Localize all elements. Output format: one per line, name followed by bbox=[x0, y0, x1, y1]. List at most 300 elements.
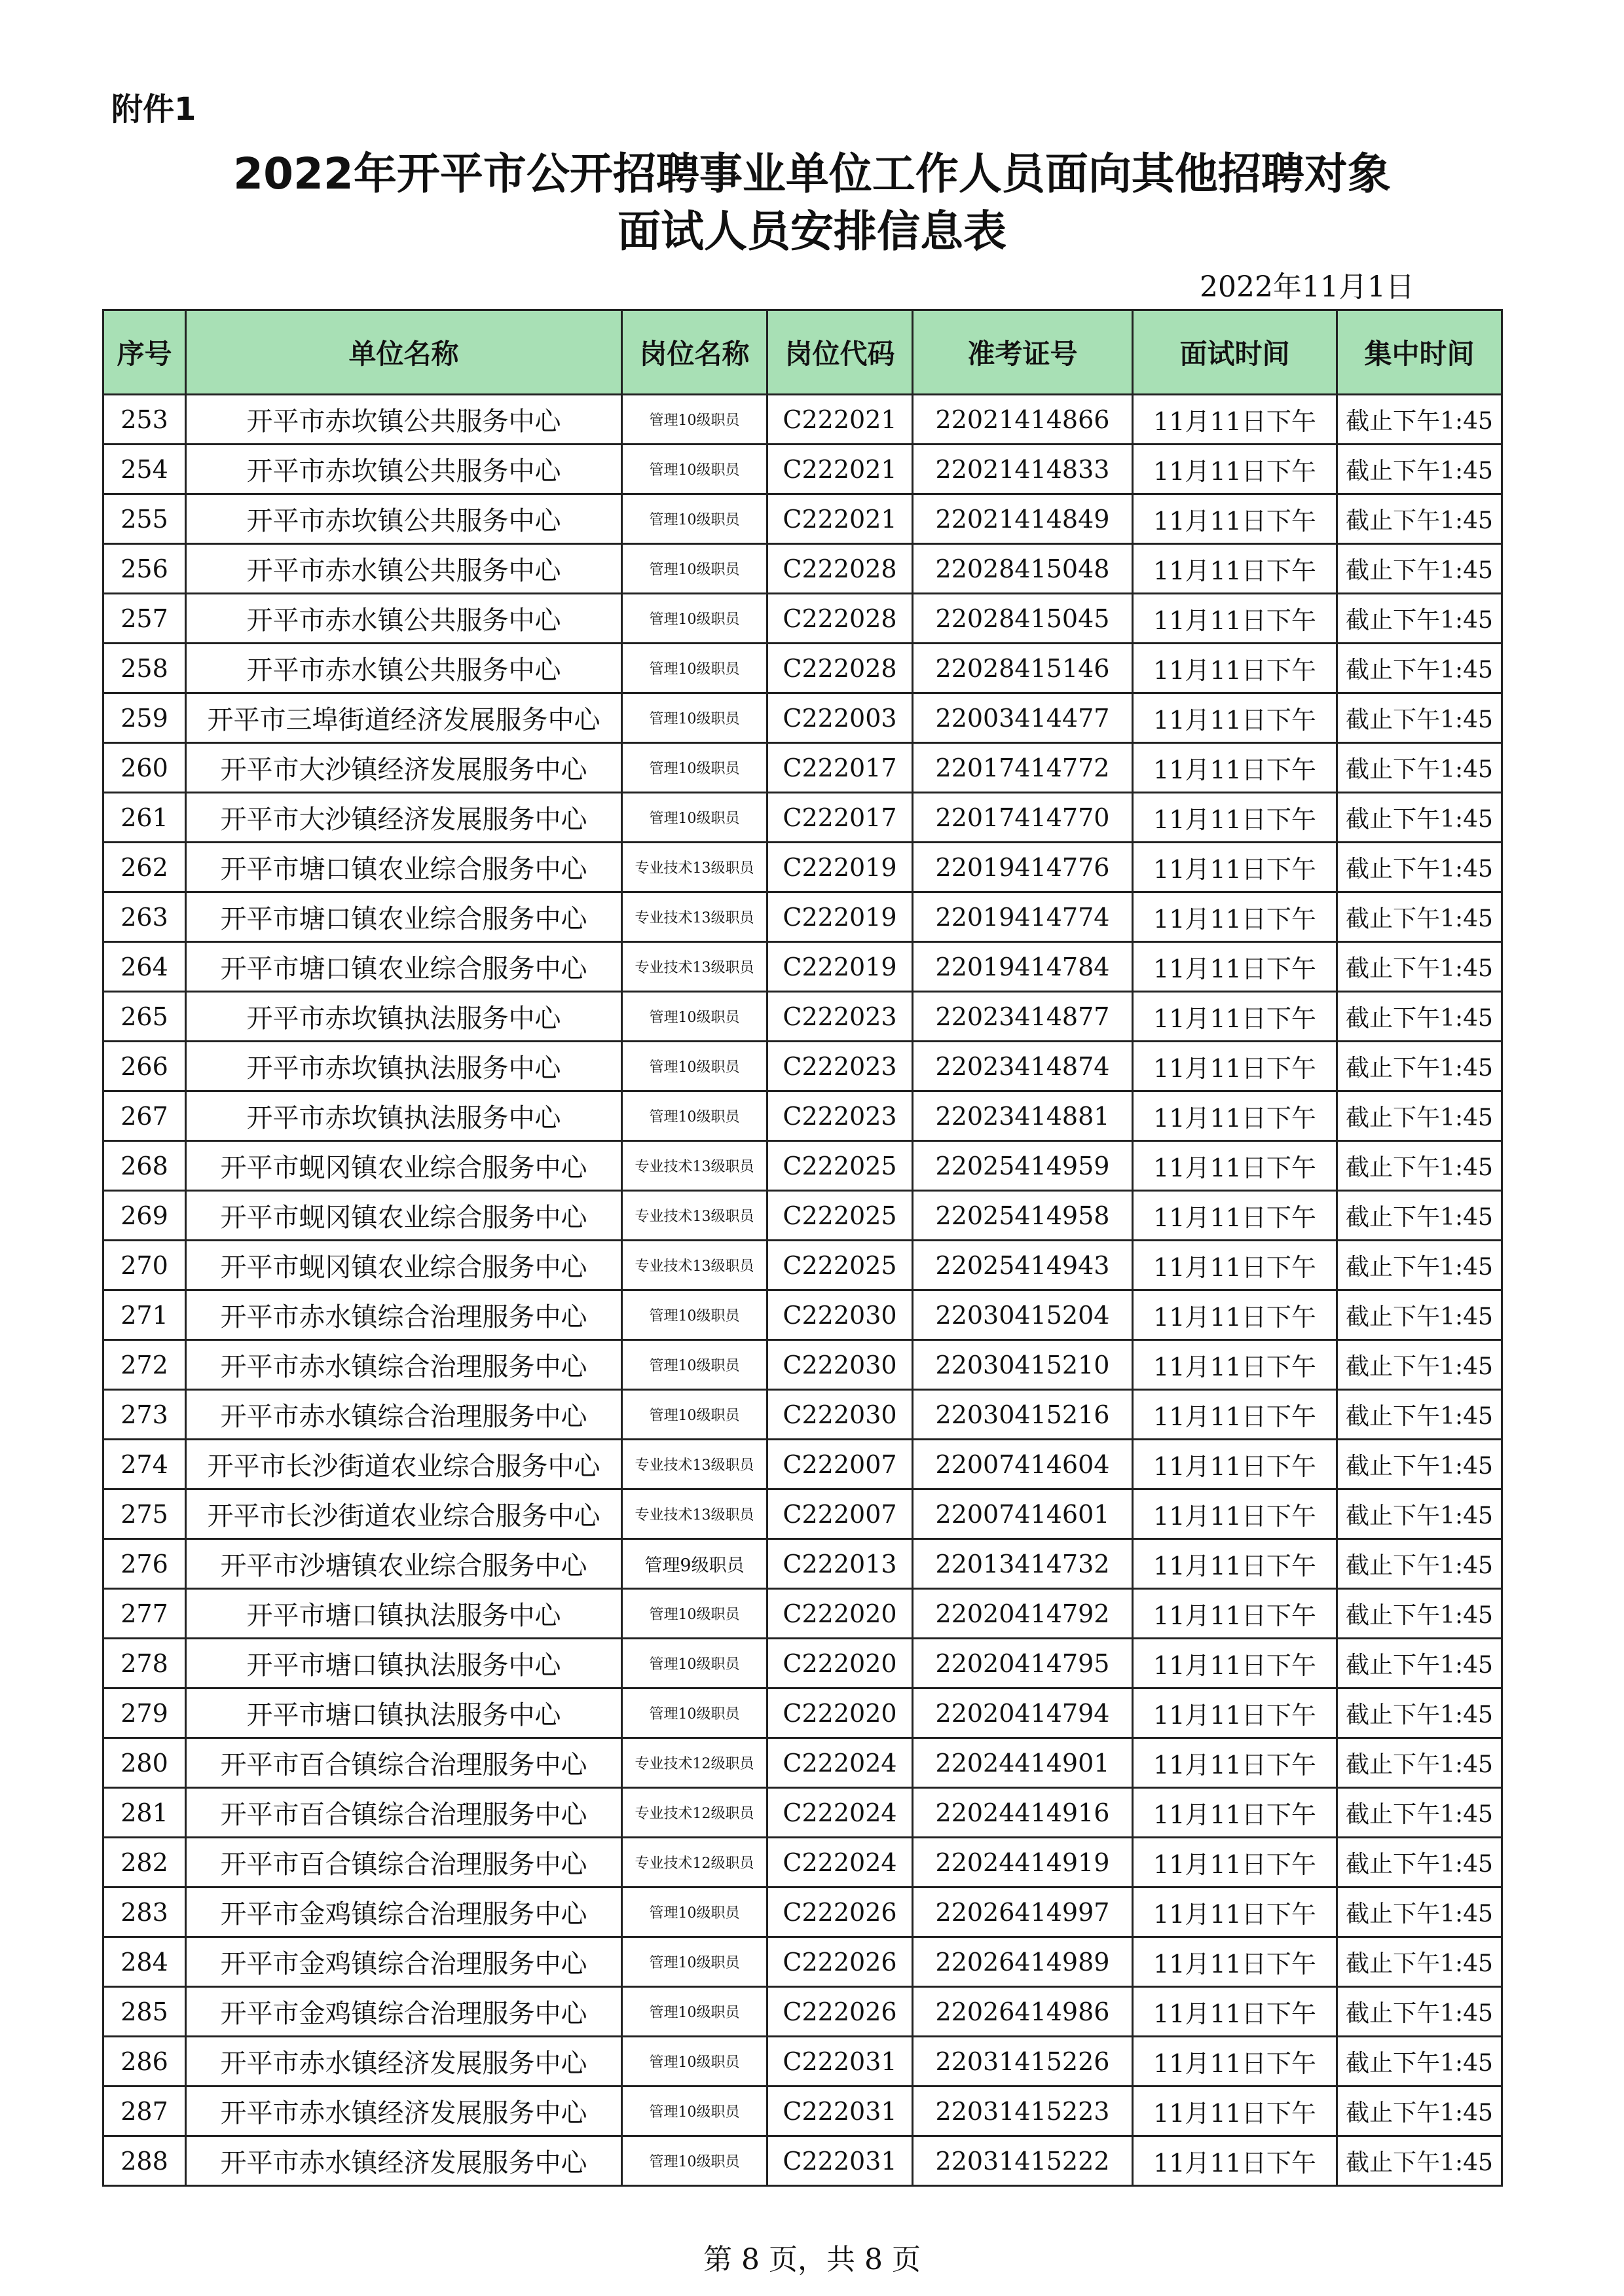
table-row bbox=[103, 1141, 1502, 1191]
cell-unit-name: 开平市百合镇综合治理服务中心 bbox=[186, 1838, 622, 1887]
cell-post-code: C222031 bbox=[767, 2086, 913, 2136]
table-row bbox=[103, 544, 1502, 594]
cell-post-code: C222025 bbox=[767, 1141, 913, 1191]
cell-gather-time: 截止下午1:45 bbox=[1337, 594, 1502, 644]
cell-post-name: 专业技术13级职员 bbox=[622, 1191, 767, 1241]
cell-post-code: C222030 bbox=[767, 1340, 913, 1390]
table-row bbox=[103, 594, 1502, 644]
cell-index: 270 bbox=[103, 1241, 186, 1290]
cell-interview-time: 11月11日下午 bbox=[1133, 1042, 1337, 1091]
cell-unit-name: 开平市赤水镇经济发展服务中心 bbox=[186, 2136, 622, 2186]
cell-ticket-number: 22020414795 bbox=[913, 1639, 1133, 1688]
cell-unit-name: 开平市蚬冈镇农业综合服务中心 bbox=[186, 1191, 622, 1241]
cell-gather-time: 截止下午1:45 bbox=[1337, 1589, 1502, 1639]
cell-index: 264 bbox=[103, 942, 186, 992]
cell-ticket-number: 22030415210 bbox=[913, 1340, 1133, 1390]
cell-unit-name: 开平市百合镇综合治理服务中心 bbox=[186, 1788, 622, 1838]
cell-gather-time: 截止下午1:45 bbox=[1337, 1738, 1502, 1788]
cell-index: 260 bbox=[103, 743, 186, 793]
cell-post-name: 专业技术13级职员 bbox=[622, 1489, 767, 1539]
cell-post-code: C222013 bbox=[767, 1539, 913, 1589]
cell-index: 268 bbox=[103, 1141, 186, 1191]
cell-index: 271 bbox=[103, 1290, 186, 1340]
cell-ticket-number: 22003414477 bbox=[913, 693, 1133, 743]
cell-post-name: 管理10级职员 bbox=[622, 594, 767, 644]
cell-gather-time: 截止下午1:45 bbox=[1337, 1489, 1502, 1539]
cell-ticket-number: 22013414732 bbox=[913, 1539, 1133, 1589]
cell-post-code: C222031 bbox=[767, 2136, 913, 2186]
cell-unit-name: 开平市赤水镇公共服务中心 bbox=[186, 644, 622, 693]
header-ticket-number: 准考证号 bbox=[913, 310, 1133, 395]
cell-index: 257 bbox=[103, 594, 186, 644]
cell-gather-time: 截止下午1:45 bbox=[1337, 2136, 1502, 2186]
cell-unit-name: 开平市金鸡镇综合治理服务中心 bbox=[186, 1887, 622, 1937]
table-row bbox=[103, 2136, 1502, 2186]
cell-index: 274 bbox=[103, 1440, 186, 1489]
cell-gather-time: 截止下午1:45 bbox=[1337, 1688, 1502, 1738]
document-date: 2022年11月1日 bbox=[1200, 270, 1414, 304]
cell-interview-time: 11月11日下午 bbox=[1133, 1937, 1337, 1987]
table-row bbox=[103, 2037, 1502, 2086]
cell-post-name: 专业技术12级职员 bbox=[622, 1788, 767, 1838]
cell-gather-time: 截止下午1:45 bbox=[1337, 1937, 1502, 1987]
cell-unit-name: 开平市赤坎镇执法服务中心 bbox=[186, 992, 622, 1042]
cell-interview-time: 11月11日下午 bbox=[1133, 693, 1337, 743]
cell-gather-time: 截止下午1:45 bbox=[1337, 1639, 1502, 1688]
cell-gather-time: 截止下午1:45 bbox=[1337, 1241, 1502, 1290]
cell-ticket-number: 22019414784 bbox=[913, 942, 1133, 992]
table-row bbox=[103, 1489, 1502, 1539]
cell-ticket-number: 22017414772 bbox=[913, 743, 1133, 793]
cell-interview-time: 11月11日下午 bbox=[1133, 445, 1337, 494]
cell-interview-time: 11月11日下午 bbox=[1133, 494, 1337, 544]
cell-interview-time: 11月11日下午 bbox=[1133, 1539, 1337, 1589]
cell-index: 280 bbox=[103, 1738, 186, 1788]
cell-unit-name: 开平市大沙镇经济发展服务中心 bbox=[186, 743, 622, 793]
cell-post-name: 管理10级职员 bbox=[622, 1091, 767, 1141]
table-row bbox=[103, 1887, 1502, 1937]
cell-post-name: 管理10级职员 bbox=[622, 2086, 767, 2136]
cell-unit-name: 开平市大沙镇经济发展服务中心 bbox=[186, 793, 622, 843]
cell-index: 278 bbox=[103, 1639, 186, 1688]
cell-post-name: 管理10级职员 bbox=[622, 644, 767, 693]
cell-index: 259 bbox=[103, 693, 186, 743]
cell-ticket-number: 22020414792 bbox=[913, 1589, 1133, 1639]
table-row bbox=[103, 1440, 1502, 1489]
cell-index: 258 bbox=[103, 644, 186, 693]
table-header-row bbox=[103, 310, 1502, 395]
cell-post-name: 管理10级职员 bbox=[622, 395, 767, 445]
cell-interview-time: 11月11日下午 bbox=[1133, 1639, 1337, 1688]
cell-unit-name: 开平市蚬冈镇农业综合服务中心 bbox=[186, 1241, 622, 1290]
cell-index: 253 bbox=[103, 395, 186, 445]
cell-ticket-number: 22030415204 bbox=[913, 1290, 1133, 1340]
cell-gather-time: 截止下午1:45 bbox=[1337, 445, 1502, 494]
table-row bbox=[103, 1788, 1502, 1838]
cell-post-name: 管理10级职员 bbox=[622, 1390, 767, 1440]
cell-interview-time: 11月11日下午 bbox=[1133, 1738, 1337, 1788]
cell-gather-time: 截止下午1:45 bbox=[1337, 1440, 1502, 1489]
cell-index: 272 bbox=[103, 1340, 186, 1390]
header-unit-name: 单位名称 bbox=[186, 310, 622, 395]
cell-interview-time: 11月11日下午 bbox=[1133, 1788, 1337, 1838]
cell-ticket-number: 22007414601 bbox=[913, 1489, 1133, 1539]
cell-interview-time: 11月11日下午 bbox=[1133, 1340, 1337, 1390]
cell-ticket-number: 22025414943 bbox=[913, 1241, 1133, 1290]
cell-gather-time: 截止下午1:45 bbox=[1337, 1340, 1502, 1390]
table-row bbox=[103, 1589, 1502, 1639]
cell-unit-name: 开平市塘口镇执法服务中心 bbox=[186, 1639, 622, 1688]
cell-post-name: 管理10级职员 bbox=[622, 1042, 767, 1091]
cell-interview-time: 11月11日下午 bbox=[1133, 1191, 1337, 1241]
cell-post-code: C222028 bbox=[767, 644, 913, 693]
cell-unit-name: 开平市赤水镇经济发展服务中心 bbox=[186, 2037, 622, 2086]
cell-post-name: 管理10级职员 bbox=[622, 1290, 767, 1340]
cell-gather-time: 截止下午1:45 bbox=[1337, 1788, 1502, 1838]
interview-schedule-table bbox=[102, 309, 1503, 2187]
cell-post-name: 管理10级职员 bbox=[622, 992, 767, 1042]
cell-interview-time: 11月11日下午 bbox=[1133, 1141, 1337, 1191]
cell-post-code: C222023 bbox=[767, 1042, 913, 1091]
cell-unit-name: 开平市赤坎镇公共服务中心 bbox=[186, 445, 622, 494]
cell-unit-name: 开平市三埠街道经济发展服务中心 bbox=[186, 693, 622, 743]
cell-post-code: C222025 bbox=[767, 1241, 913, 1290]
cell-post-name: 管理10级职员 bbox=[622, 1887, 767, 1937]
cell-gather-time: 截止下午1:45 bbox=[1337, 843, 1502, 892]
table-row bbox=[103, 1290, 1502, 1340]
cell-index: 281 bbox=[103, 1788, 186, 1838]
table-row bbox=[103, 445, 1502, 494]
header-post-name: 岗位名称 bbox=[622, 310, 767, 395]
cell-interview-time: 11月11日下午 bbox=[1133, 743, 1337, 793]
cell-interview-time: 11月11日下午 bbox=[1133, 942, 1337, 992]
cell-ticket-number: 22019414776 bbox=[913, 843, 1133, 892]
cell-post-name: 管理10级职员 bbox=[622, 2037, 767, 2086]
cell-interview-time: 11月11日下午 bbox=[1133, 1489, 1337, 1539]
cell-post-name: 管理10级职员 bbox=[622, 544, 767, 594]
cell-post-name: 专业技术13级职员 bbox=[622, 1241, 767, 1290]
cell-interview-time: 11月11日下午 bbox=[1133, 1688, 1337, 1738]
table-row bbox=[103, 395, 1502, 445]
table-row bbox=[103, 1838, 1502, 1887]
cell-unit-name: 开平市塘口镇执法服务中心 bbox=[186, 1688, 622, 1738]
table-row bbox=[103, 1390, 1502, 1440]
cell-index: 282 bbox=[103, 1838, 186, 1887]
cell-post-code: C222024 bbox=[767, 1738, 913, 1788]
cell-ticket-number: 22024414919 bbox=[913, 1838, 1133, 1887]
table-row bbox=[103, 1937, 1502, 1987]
cell-unit-name: 开平市金鸡镇综合治理服务中心 bbox=[186, 1937, 622, 1987]
table-row bbox=[103, 1241, 1502, 1290]
table-row bbox=[103, 494, 1502, 544]
cell-unit-name: 开平市赤水镇公共服务中心 bbox=[186, 544, 622, 594]
cell-interview-time: 11月11日下午 bbox=[1133, 395, 1337, 445]
cell-gather-time: 截止下午1:45 bbox=[1337, 992, 1502, 1042]
cell-post-code: C222026 bbox=[767, 1937, 913, 1987]
cell-ticket-number: 22023414881 bbox=[913, 1091, 1133, 1141]
cell-ticket-number: 22028415045 bbox=[913, 594, 1133, 644]
table-row bbox=[103, 1539, 1502, 1589]
cell-post-code: C222017 bbox=[767, 743, 913, 793]
cell-ticket-number: 22026414997 bbox=[913, 1887, 1133, 1937]
cell-gather-time: 截止下午1:45 bbox=[1337, 1838, 1502, 1887]
cell-index: 285 bbox=[103, 1987, 186, 2037]
table-row bbox=[103, 992, 1502, 1042]
cell-interview-time: 11月11日下午 bbox=[1133, 892, 1337, 942]
cell-interview-time: 11月11日下午 bbox=[1133, 1390, 1337, 1440]
cell-ticket-number: 22007414604 bbox=[913, 1440, 1133, 1489]
cell-post-code: C222030 bbox=[767, 1390, 913, 1440]
cell-post-name: 管理10级职员 bbox=[622, 1937, 767, 1987]
cell-post-code: C222020 bbox=[767, 1688, 913, 1738]
cell-index: 283 bbox=[103, 1887, 186, 1937]
cell-gather-time: 截止下午1:45 bbox=[1337, 1390, 1502, 1440]
table-body bbox=[103, 395, 1502, 2186]
cell-post-name: 专业技术13级职员 bbox=[622, 843, 767, 892]
cell-post-code: C222019 bbox=[767, 892, 913, 942]
cell-gather-time: 截止下午1:45 bbox=[1337, 942, 1502, 992]
cell-ticket-number: 22026414986 bbox=[913, 1987, 1133, 2037]
cell-post-name: 管理10级职员 bbox=[622, 1340, 767, 1390]
cell-gather-time: 截止下午1:45 bbox=[1337, 1191, 1502, 1241]
cell-ticket-number: 22028415146 bbox=[913, 644, 1133, 693]
table-row bbox=[103, 693, 1502, 743]
cell-post-code: C222024 bbox=[767, 1838, 913, 1887]
cell-interview-time: 11月11日下午 bbox=[1133, 1987, 1337, 2037]
cell-post-name: 管理10级职员 bbox=[622, 494, 767, 544]
cell-interview-time: 11月11日下午 bbox=[1133, 793, 1337, 843]
cell-post-name: 管理10级职员 bbox=[622, 1987, 767, 2037]
cell-interview-time: 11月11日下午 bbox=[1133, 2136, 1337, 2186]
table-row bbox=[103, 1688, 1502, 1738]
cell-gather-time: 截止下午1:45 bbox=[1337, 494, 1502, 544]
cell-post-name: 专业技术12级职员 bbox=[622, 1738, 767, 1788]
cell-post-name: 管理10级职员 bbox=[622, 693, 767, 743]
cell-gather-time: 截止下午1:45 bbox=[1337, 2037, 1502, 2086]
attachment-label: 附件1 bbox=[111, 91, 196, 128]
cell-post-name: 管理10级职员 bbox=[622, 743, 767, 793]
cell-post-code: C222028 bbox=[767, 544, 913, 594]
cell-index: 263 bbox=[103, 892, 186, 942]
cell-gather-time: 截止下午1:45 bbox=[1337, 892, 1502, 942]
table-row bbox=[103, 644, 1502, 693]
cell-post-code: C222017 bbox=[767, 793, 913, 843]
cell-gather-time: 截止下午1:45 bbox=[1337, 1141, 1502, 1191]
cell-unit-name: 开平市蚬冈镇农业综合服务中心 bbox=[186, 1141, 622, 1191]
page-footer: 第 8 页，共 8 页 bbox=[703, 2243, 921, 2276]
cell-post-name: 管理10级职员 bbox=[622, 1589, 767, 1639]
cell-index: 279 bbox=[103, 1688, 186, 1738]
cell-post-name: 专业技术13级职员 bbox=[622, 1440, 767, 1489]
table-row bbox=[103, 1191, 1502, 1241]
cell-index: 288 bbox=[103, 2136, 186, 2186]
table-row bbox=[103, 793, 1502, 843]
cell-index: 284 bbox=[103, 1937, 186, 1987]
cell-interview-time: 11月11日下午 bbox=[1133, 843, 1337, 892]
cell-unit-name: 开平市金鸡镇综合治理服务中心 bbox=[186, 1987, 622, 2037]
cell-post-name: 管理10级职员 bbox=[622, 1639, 767, 1688]
header-gather-time: 集中时间 bbox=[1337, 310, 1502, 395]
cell-unit-name: 开平市赤坎镇执法服务中心 bbox=[186, 1042, 622, 1091]
cell-ticket-number: 22023414874 bbox=[913, 1042, 1133, 1091]
cell-post-code: C222030 bbox=[767, 1290, 913, 1340]
cell-unit-name: 开平市塘口镇执法服务中心 bbox=[186, 1589, 622, 1639]
cell-post-code: C222026 bbox=[767, 1987, 913, 2037]
cell-gather-time: 截止下午1:45 bbox=[1337, 1987, 1502, 2037]
header-index: 序号 bbox=[103, 310, 186, 395]
cell-post-code: C222021 bbox=[767, 395, 913, 445]
cell-post-code: C222021 bbox=[767, 494, 913, 544]
table-row bbox=[103, 1042, 1502, 1091]
cell-post-code: C222003 bbox=[767, 693, 913, 743]
cell-interview-time: 11月11日下午 bbox=[1133, 992, 1337, 1042]
cell-index: 275 bbox=[103, 1489, 186, 1539]
cell-gather-time: 截止下午1:45 bbox=[1337, 644, 1502, 693]
cell-post-name: 管理10级职员 bbox=[622, 445, 767, 494]
cell-post-code: C222024 bbox=[767, 1788, 913, 1838]
cell-index: 287 bbox=[103, 2086, 186, 2136]
cell-index: 256 bbox=[103, 544, 186, 594]
cell-unit-name: 开平市赤水镇综合治理服务中心 bbox=[186, 1390, 622, 1440]
cell-index: 255 bbox=[103, 494, 186, 544]
cell-unit-name: 开平市沙塘镇农业综合服务中心 bbox=[186, 1539, 622, 1589]
cell-interview-time: 11月11日下午 bbox=[1133, 1440, 1337, 1489]
cell-unit-name: 开平市长沙街道农业综合服务中心 bbox=[186, 1489, 622, 1539]
cell-unit-name: 开平市赤水镇综合治理服务中心 bbox=[186, 1290, 622, 1340]
cell-ticket-number: 22025414958 bbox=[913, 1191, 1133, 1241]
cell-ticket-number: 22026414989 bbox=[913, 1937, 1133, 1987]
cell-interview-time: 11月11日下午 bbox=[1133, 1290, 1337, 1340]
cell-ticket-number: 22019414774 bbox=[913, 892, 1133, 942]
cell-gather-time: 截止下午1:45 bbox=[1337, 1539, 1502, 1589]
cell-post-name: 专业技术12级职员 bbox=[622, 1838, 767, 1887]
cell-index: 286 bbox=[103, 2037, 186, 2086]
table-row bbox=[103, 1639, 1502, 1688]
cell-ticket-number: 22023414877 bbox=[913, 992, 1133, 1042]
cell-post-code: C222023 bbox=[767, 1091, 913, 1141]
table-row bbox=[103, 1738, 1502, 1788]
cell-gather-time: 截止下午1:45 bbox=[1337, 693, 1502, 743]
table-row bbox=[103, 942, 1502, 992]
cell-unit-name: 开平市塘口镇农业综合服务中心 bbox=[186, 942, 622, 992]
cell-interview-time: 11月11日下午 bbox=[1133, 544, 1337, 594]
cell-ticket-number: 22025414959 bbox=[913, 1141, 1133, 1191]
cell-interview-time: 11月11日下午 bbox=[1133, 594, 1337, 644]
cell-unit-name: 开平市长沙街道农业综合服务中心 bbox=[186, 1440, 622, 1489]
cell-post-name: 专业技术13级职员 bbox=[622, 942, 767, 992]
cell-ticket-number: 22021414866 bbox=[913, 395, 1133, 445]
cell-index: 262 bbox=[103, 843, 186, 892]
cell-gather-time: 截止下午1:45 bbox=[1337, 395, 1502, 445]
cell-gather-time: 截止下午1:45 bbox=[1337, 1290, 1502, 1340]
cell-post-name: 管理10级职员 bbox=[622, 1688, 767, 1738]
cell-interview-time: 11月11日下午 bbox=[1133, 1589, 1337, 1639]
cell-unit-name: 开平市塘口镇农业综合服务中心 bbox=[186, 892, 622, 942]
cell-unit-name: 开平市百合镇综合治理服务中心 bbox=[186, 1738, 622, 1788]
table-row bbox=[103, 892, 1502, 942]
cell-post-name: 专业技术13级职员 bbox=[622, 1141, 767, 1191]
cell-interview-time: 11月11日下午 bbox=[1133, 1241, 1337, 1290]
cell-unit-name: 开平市赤水镇经济发展服务中心 bbox=[186, 2086, 622, 2136]
cell-post-code: C222021 bbox=[767, 445, 913, 494]
cell-gather-time: 截止下午1:45 bbox=[1337, 1042, 1502, 1091]
cell-post-code: C222025 bbox=[767, 1191, 913, 1241]
cell-post-code: C222026 bbox=[767, 1887, 913, 1937]
header-interview-time: 面试时间 bbox=[1133, 310, 1337, 395]
cell-unit-name: 开平市赤水镇公共服务中心 bbox=[186, 594, 622, 644]
cell-post-code: C222019 bbox=[767, 942, 913, 992]
cell-index: 273 bbox=[103, 1390, 186, 1440]
cell-interview-time: 11月11日下午 bbox=[1133, 1887, 1337, 1937]
cell-post-code: C222020 bbox=[767, 1589, 913, 1639]
cell-unit-name: 开平市赤水镇综合治理服务中心 bbox=[186, 1340, 622, 1390]
table-row bbox=[103, 2086, 1502, 2136]
cell-index: 277 bbox=[103, 1589, 186, 1639]
cell-post-code: C222007 bbox=[767, 1440, 913, 1489]
cell-post-code: C222023 bbox=[767, 992, 913, 1042]
cell-interview-time: 11月11日下午 bbox=[1133, 644, 1337, 693]
cell-unit-name: 开平市赤坎镇公共服务中心 bbox=[186, 395, 622, 445]
cell-ticket-number: 22021414849 bbox=[913, 494, 1133, 544]
cell-ticket-number: 22030415216 bbox=[913, 1390, 1133, 1440]
cell-interview-time: 11月11日下午 bbox=[1133, 2086, 1337, 2136]
cell-post-name: 管理9级职员 bbox=[622, 1539, 767, 1589]
cell-index: 267 bbox=[103, 1091, 186, 1141]
table-row bbox=[103, 1340, 1502, 1390]
cell-post-code: C222020 bbox=[767, 1639, 913, 1688]
cell-post-code: C222028 bbox=[767, 594, 913, 644]
cell-ticket-number: 22021414833 bbox=[913, 445, 1133, 494]
page-subtitle: 面试人员安排信息表 bbox=[618, 206, 1006, 257]
cell-index: 265 bbox=[103, 992, 186, 1042]
cell-interview-time: 11月11日下午 bbox=[1133, 1838, 1337, 1887]
cell-unit-name: 开平市塘口镇农业综合服务中心 bbox=[186, 843, 622, 892]
cell-ticket-number: 22017414770 bbox=[913, 793, 1133, 843]
cell-index: 261 bbox=[103, 793, 186, 843]
cell-ticket-number: 22031415222 bbox=[913, 2136, 1133, 2186]
cell-post-name: 管理10级职员 bbox=[622, 2136, 767, 2186]
cell-index: 266 bbox=[103, 1042, 186, 1091]
cell-ticket-number: 22031415226 bbox=[913, 2037, 1133, 2086]
cell-interview-time: 11月11日下午 bbox=[1133, 1091, 1337, 1141]
cell-gather-time: 截止下午1:45 bbox=[1337, 1887, 1502, 1937]
header-post-code: 岗位代码 bbox=[767, 310, 913, 395]
cell-ticket-number: 22024414901 bbox=[913, 1738, 1133, 1788]
cell-post-code: C222007 bbox=[767, 1489, 913, 1539]
cell-unit-name: 开平市赤坎镇执法服务中心 bbox=[186, 1091, 622, 1141]
cell-index: 254 bbox=[103, 445, 186, 494]
table-row bbox=[103, 1987, 1502, 2037]
cell-gather-time: 截止下午1:45 bbox=[1337, 2086, 1502, 2136]
cell-gather-time: 截止下午1:45 bbox=[1337, 793, 1502, 843]
cell-index: 276 bbox=[103, 1539, 186, 1589]
cell-gather-time: 截止下午1:45 bbox=[1337, 743, 1502, 793]
cell-post-name: 管理10级职员 bbox=[622, 793, 767, 843]
cell-unit-name: 开平市赤坎镇公共服务中心 bbox=[186, 494, 622, 544]
cell-ticket-number: 22024414916 bbox=[913, 1788, 1133, 1838]
cell-post-name: 专业技术13级职员 bbox=[622, 892, 767, 942]
cell-gather-time: 截止下午1:45 bbox=[1337, 544, 1502, 594]
table-row bbox=[103, 843, 1502, 892]
cell-gather-time: 截止下午1:45 bbox=[1337, 1091, 1502, 1141]
cell-ticket-number: 22020414794 bbox=[913, 1688, 1133, 1738]
table-row bbox=[103, 743, 1502, 793]
cell-ticket-number: 22031415223 bbox=[913, 2086, 1133, 2136]
cell-post-code: C222031 bbox=[767, 2037, 913, 2086]
cell-ticket-number: 22028415048 bbox=[913, 544, 1133, 594]
cell-interview-time: 11月11日下午 bbox=[1133, 2037, 1337, 2086]
table-row bbox=[103, 1091, 1502, 1141]
